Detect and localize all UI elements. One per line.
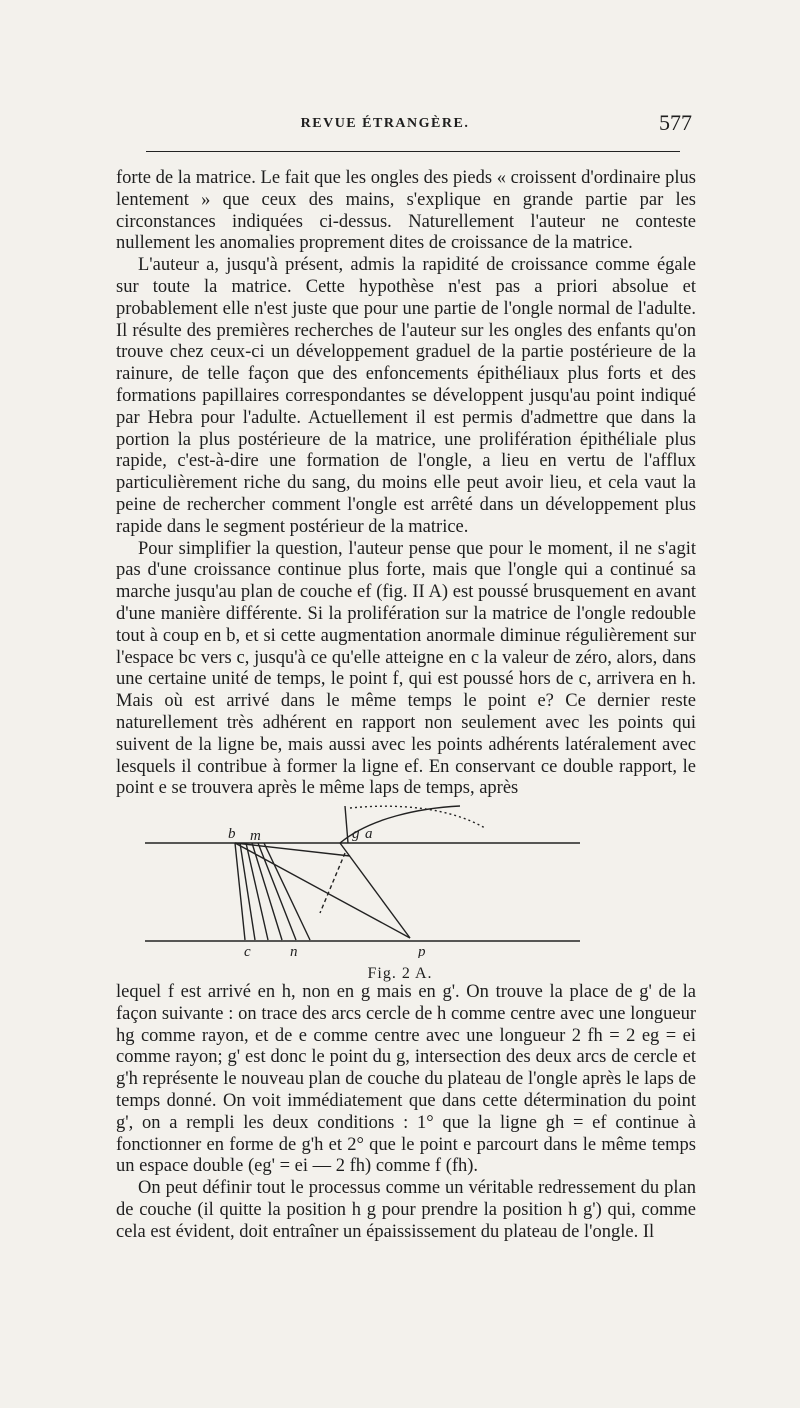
label-g: g (352, 826, 360, 842)
header-rule (146, 151, 680, 152)
oblique-line (235, 843, 245, 940)
figure-caption: Fig. 2 A. (367, 965, 433, 982)
dashed-line (320, 853, 345, 913)
oblique-line (264, 843, 310, 940)
line-b-g (235, 843, 350, 856)
figure-2a-diagram (140, 798, 600, 958)
label-b: b (228, 826, 236, 842)
paragraph: forte de la matrice. Le fait que les ongles des pieds « croissent d'ordinaire plus lentement » que ceux des mains, s'explique en grande partie par les circonstances indiquées ci-dessus. Naturellement l'auteur ne conteste nullement les anomalies proprement dites de croissance de la matrice. (116, 168, 696, 254)
body-text-top (116, 168, 696, 800)
paragraph: L'auteur a, jusqu'à présent, admis la rapidité de croissance comme égale sur toute la matrice. Cette hypothèse n'est pas a priori absolue et probablement elle n'est juste que pour une partie de l'ongle normal de l'adulte. Il résulte des premières recherches de l'auteur sur les ongles des enfants qu'on trouve chez ceux-ci un développement graduel de la partie postérieure de la rainure, de telle façon que des enfoncements épithéliaux plus forts et des formations papillaires correspondantes se développent jusqu'au point indiqué par Hebra pour l'adulte. Actuellement il est permis d'admettre que dans la portion la plus postérieure de la matrice, une prolifération épithéliale plus rapide, c'est-à-dire une formation de l'ongle, a lieu en vertu de l'afflux particulièrement riche du sang, du moins elle peut avoir lieu, et cela vaut la peine de rechercher comment l'ongle est arrêté dans un développement plus rapide dans le segment postérieur de la matrice. (116, 255, 696, 537)
paragraph: Pour simplifier la question, l'auteur pense que pour le moment, il ne s'agit pas d'une croissance continue plus forte, mais que l'ongle qui a continué sa marche jusqu'au plan de couche ef (fig. II A) est poussé brusquement en avant d'une manière différente. Si la prolifération sur la matrice de l'ongle redouble tout à coup en b, et si cette augmentation anormale diminue régulièrement sur l'espace bc vers c, jusqu'à ce qu'elle atteigne en c la valeur de zéro, alors, dans une certaine unité de temps, le point f, qui est poussé hors de c, arrivera en h. Mais où est arrivé dans le même temps le point e? Ce dernier reste naturellement très adhérent en rapport non seulement avec les points qui suivent de la ligne be, mais aussi avec les points adhérents latéralement avec lesquels il contribue à former la ligne ef. En conservant ce double rapport, le point e se trouvera après le même laps de temps, après (116, 538, 696, 799)
label-n: n (290, 944, 298, 958)
running-title: REVUE ÉTRANGÈRE. (300, 116, 470, 131)
running-header (60, 104, 710, 140)
line-g-p (340, 843, 410, 938)
paragraph: lequel f est arrivé en h, non en g mais en g'. On trouve la place de g' de la façon suivante : on trace des arcs cercle de h comme centre avec une longueur hg comme rayon, et de e comme centre avec une longueur 2 fh = 2 eg = ei comme rayon; g' est donc le point du g, intersection des deux arcs de cercle et g'h représente le nouveau plan de couche du plateau de l'ongle après le laps de temps donné. On voit immédiatement que dans cette détermination du point g', on a rempli les deux conditions : 1° que la ligne gh = ef continue à fonctionner en forme de g'h et 2° que le point e parcourt dans le même temps un espace double (eg' = ei — 2 fh) comme f (fh). (116, 982, 696, 1177)
label-a: a (365, 826, 373, 842)
body-text-bottom (116, 982, 696, 1244)
paragraph: On peut définir tout le processus comme un véritable redressement du plan de couche (il quitte la position h g pour prendre la position h g') qui, comme cela est évident, doit entraîner un épaississement du plateau de l'ongle. Il (116, 1178, 696, 1242)
label-c: c (244, 944, 251, 958)
oblique-line (240, 843, 255, 940)
label-m: m (250, 828, 261, 844)
page-number: 577 (659, 110, 692, 135)
label-p: p (418, 944, 426, 958)
line-hp (235, 843, 410, 938)
